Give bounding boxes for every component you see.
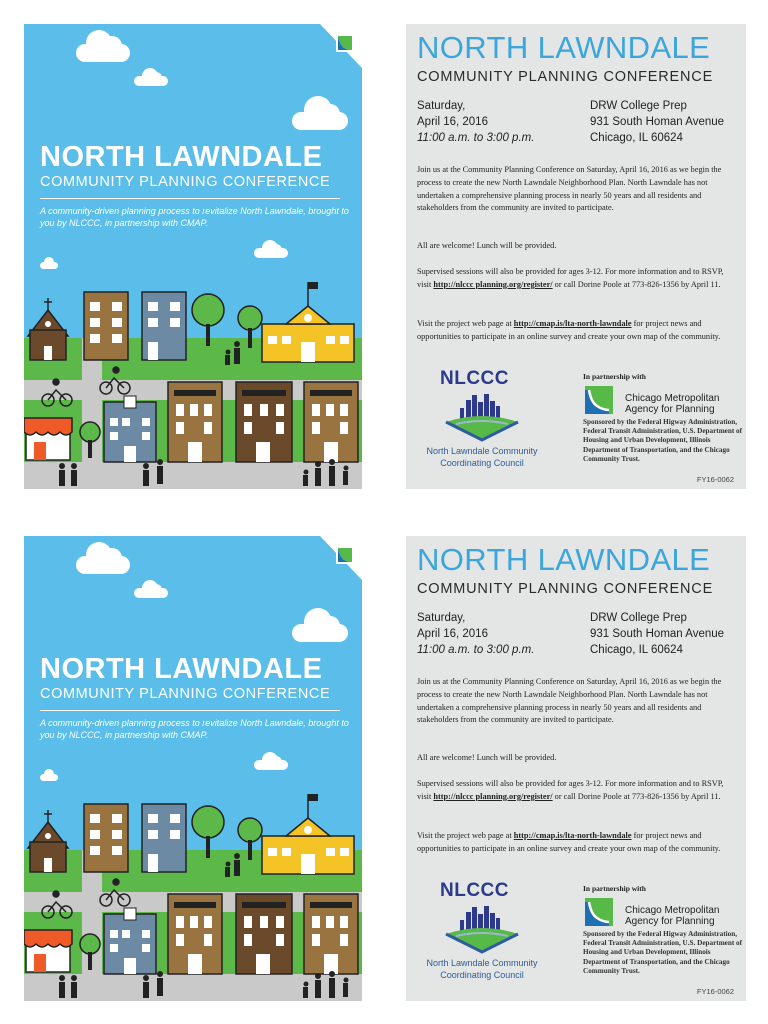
hospital-icon xyxy=(104,396,156,462)
person-icon xyxy=(234,853,240,876)
building-icon xyxy=(236,382,292,462)
building-icon xyxy=(304,894,358,974)
person-icon xyxy=(234,341,240,364)
document-code: FY16-0062 xyxy=(696,987,734,996)
cloud-icon xyxy=(134,76,168,86)
event-location xyxy=(590,98,750,146)
flyer-back-panel xyxy=(406,24,746,489)
building-icon xyxy=(142,804,186,872)
front-title: NORTH LAWNDALE xyxy=(40,141,323,173)
building-icon xyxy=(84,292,128,360)
venue-city: Chicago, IL 60624 xyxy=(590,644,683,656)
event-time: 11:00 a.m. to 3:00 p.m. xyxy=(417,132,535,144)
venue-name: DRW College Prep xyxy=(590,100,687,112)
sponsor-text: Sponsored by the Federal Higway Administration, Federal Transit Administration, U.S. Department of Housing and Urban Development, Illinois Department of Transportation, and the Chicago Community Trust. xyxy=(583,930,743,975)
back-title: NORTH LAWNDALE xyxy=(417,542,711,577)
school-icon xyxy=(262,282,354,362)
event-datetime xyxy=(417,98,577,146)
intro-paragraph: Join us at the Community Planning Conference on Saturday, April 16, 2016 as we begin the process to create the new North Lawndale Neighborhood Plan. North Lawndale has not undertaken a comprehensive planning process in nearly 50 years and all residents and stakeholders from the community are invited to participate. xyxy=(417,165,722,213)
lunch-paragraph: All are welcome! Lunch will be provided. xyxy=(417,753,557,762)
project-link[interactable]: http://cmap.is/lta-north-lawndale xyxy=(513,319,632,328)
building-icon xyxy=(84,804,128,872)
nlccc-full-name xyxy=(412,445,552,469)
rsvp-text-end: or call Dorine Poole at 773-826-1356 by April 11. xyxy=(552,791,721,801)
event-time: 11:00 a.m. to 3:00 p.m. xyxy=(417,644,535,656)
project-link[interactable]: http://cmap.is/lta-north-lawndale xyxy=(513,831,632,840)
front-description: A community-driven planning process to revitalize North Lawndale, brought to you by NLCCC, in partnership with CMAP. xyxy=(40,206,349,228)
project-paragraph xyxy=(417,830,735,856)
front-description: A community-driven planning process to revitalize North Lawndale, brought to you by NLCCC, in partnership with CMAP. xyxy=(40,718,349,740)
church-icon xyxy=(28,298,68,360)
venue-street: 931 South Homan Avenue xyxy=(590,116,725,128)
nlccc-logo-text: NLCCC xyxy=(440,880,509,901)
nlccc-name-line: North Lawndale Community xyxy=(426,446,538,456)
nlccc-name-line: Coordinating Council xyxy=(440,458,524,468)
cmap-name xyxy=(625,905,745,927)
rsvp-paragraph xyxy=(417,778,735,804)
cloud-icon xyxy=(76,556,130,574)
project-text-end: for project news and opportunities to participate in an online survey and create your own map of the community. xyxy=(417,319,721,341)
front-subtitle: COMMUNITY PLANNING CONFERENCE xyxy=(40,686,331,702)
partnership-label: In partnership with xyxy=(583,884,646,893)
cmap-name-line: Agency for Planning xyxy=(625,916,715,927)
rsvp-text: Supervised sessions will also be provided for ages 3-12. For more information and to RSVP, visit xyxy=(417,779,724,801)
flyer-front-panel xyxy=(24,24,362,489)
register-link[interactable]: http://nlccc planning.org/register/ xyxy=(433,279,553,289)
cloud-icon xyxy=(134,588,168,598)
event-datetime xyxy=(417,610,577,658)
nlccc-emblem-icon xyxy=(442,392,522,444)
flyer-front-panel xyxy=(24,536,362,1001)
project-paragraph xyxy=(417,318,735,344)
cmap-corner-logo-icon xyxy=(336,34,354,52)
event-date: April 16, 2016 xyxy=(417,116,488,128)
rsvp-text: Supervised sessions will also be provided for ages 3-12. For more information and to RSVP, visit xyxy=(417,267,724,289)
building-icon xyxy=(168,894,222,974)
cmap-name-line: Agency for Planning xyxy=(625,404,715,415)
cloud-icon xyxy=(76,44,130,62)
building-icon xyxy=(142,292,186,360)
cmap-name xyxy=(625,393,745,415)
project-text-end: for project news and opportunities to participate in an online survey and create your own map of the community. xyxy=(417,831,721,853)
nlccc-logo-text: NLCCC xyxy=(440,368,509,389)
nlccc-emblem-icon xyxy=(442,904,522,956)
person-icon xyxy=(225,862,231,878)
rsvp-paragraph xyxy=(417,266,735,292)
person-icon xyxy=(225,350,231,366)
venue-street: 931 South Homan Avenue xyxy=(590,628,725,640)
event-date: April 16, 2016 xyxy=(417,628,488,640)
project-text: Visit the project web page at xyxy=(417,319,514,328)
venue-city: Chicago, IL 60624 xyxy=(590,132,683,144)
building-icon xyxy=(168,382,222,462)
back-subtitle: COMMUNITY PLANNING CONFERENCE xyxy=(417,69,714,85)
back-title: NORTH LAWNDALE xyxy=(417,30,711,65)
church-icon xyxy=(28,810,68,872)
nlccc-name-line: North Lawndale Community xyxy=(426,958,538,968)
cmap-name-line: Chicago Metropolitan xyxy=(625,905,720,916)
sponsor-text: Sponsored by the Federal Higway Administration, Federal Transit Administration, U.S. Department of Housing and Urban Development, Illinois Department of Transportation, and the Chicago Community Trust. xyxy=(583,418,743,463)
hospital-icon xyxy=(104,908,156,974)
document-code: FY16-0062 xyxy=(696,475,734,484)
divider xyxy=(40,198,340,199)
lunch-paragraph: All are welcome! Lunch will be provided. xyxy=(417,241,557,250)
store-icon xyxy=(24,930,72,972)
neighborhood-illustration xyxy=(24,764,362,1001)
cmap-logo-icon xyxy=(585,386,613,414)
partnership-label: In partnership with xyxy=(583,372,646,381)
nlccc-full-name xyxy=(412,957,552,981)
store-icon xyxy=(24,418,72,460)
event-day: Saturday, xyxy=(417,612,466,624)
school-icon xyxy=(262,794,354,874)
front-title: NORTH LAWNDALE xyxy=(40,653,323,685)
neighborhood-illustration xyxy=(24,252,362,489)
event-day: Saturday, xyxy=(417,100,466,112)
register-link[interactable]: http://nlccc planning.org/register/ xyxy=(433,791,553,801)
divider xyxy=(40,710,340,711)
cmap-name-line: Chicago Metropolitan xyxy=(625,393,720,404)
cloud-icon xyxy=(292,624,348,642)
event-location xyxy=(590,610,750,658)
building-icon xyxy=(236,894,292,974)
project-text: Visit the project web page at xyxy=(417,831,514,840)
intro-paragraph: Join us at the Community Planning Conference on Saturday, April 16, 2016 as we begin the process to create the new North Lawndale Neighborhood Plan. North Lawndale has not undertaken a comprehensive planning process in nearly 50 years and all residents and stakeholders from the community are invited to participate. xyxy=(417,677,722,725)
nlccc-name-line: Coordinating Council xyxy=(440,970,524,980)
building-icon xyxy=(304,382,358,462)
back-subtitle: COMMUNITY PLANNING CONFERENCE xyxy=(417,581,714,597)
cmap-corner-logo-icon xyxy=(336,546,354,564)
rsvp-text-end: or call Dorine Poole at 773-826-1356 by April 11. xyxy=(552,279,721,289)
cloud-icon xyxy=(292,112,348,130)
flyer-back-panel xyxy=(406,536,746,1001)
venue-name: DRW College Prep xyxy=(590,612,687,624)
cmap-logo-icon xyxy=(585,898,613,926)
flyer-sheet-bottom xyxy=(0,512,768,1024)
front-subtitle: COMMUNITY PLANNING CONFERENCE xyxy=(40,174,331,190)
